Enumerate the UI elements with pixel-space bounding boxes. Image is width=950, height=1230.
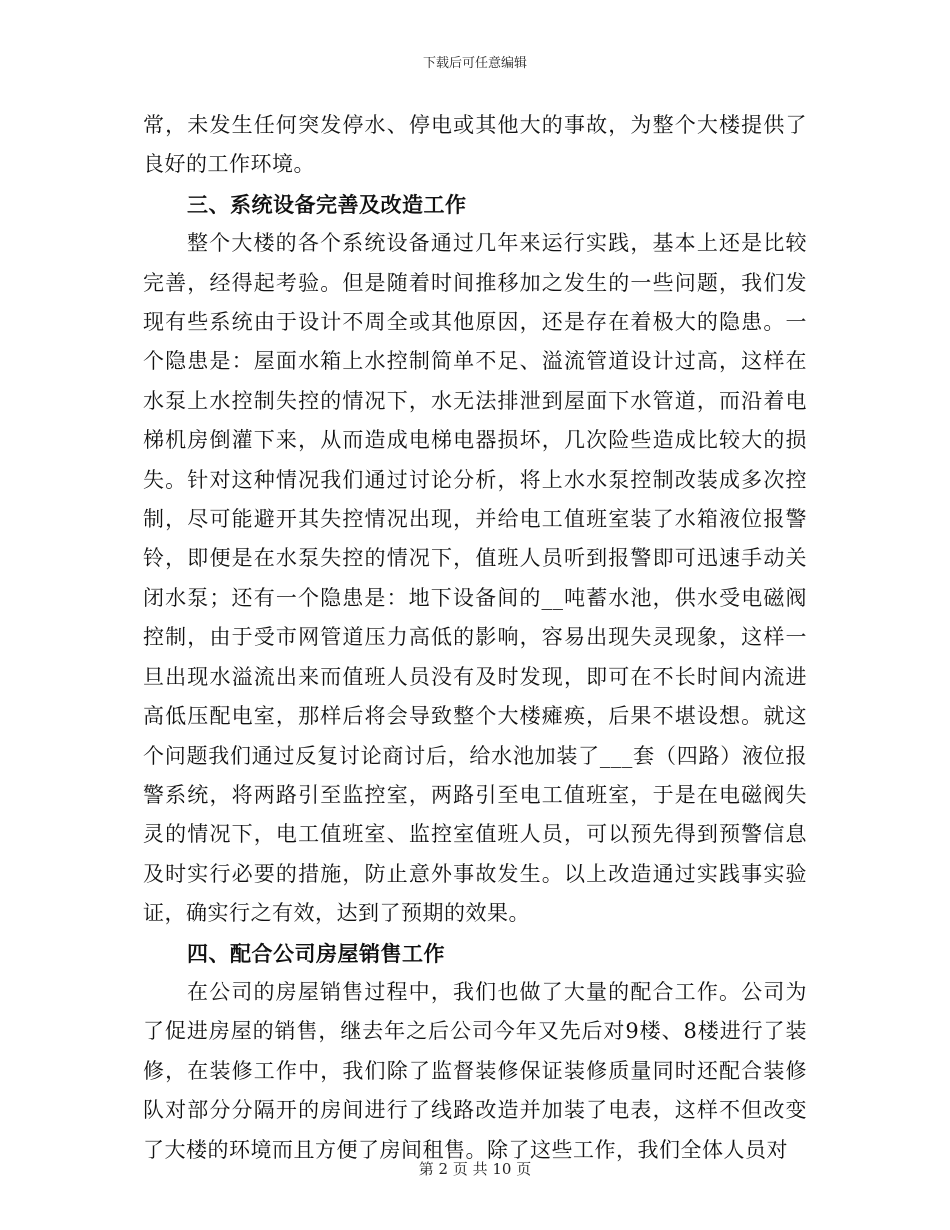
- section-heading-4: 四、配合公司房屋销售工作: [187, 940, 445, 966]
- paragraph-system-upgrade: 整个大楼的各个系统设备通过几年来运行实践，基本上还是比较完善，经得起考验。但是随着时间推移加之发生的一些问题，我们发现有些系统由于设计不周全或其他原因，还是存在着极大的隐患。一个隐患是：屋面水箱上水控制简单不足、溢流管道设计过高，这样在水泵上水控制失控的情况下，水无法排泄到屋面下水管道，而沿着电梯机房倒灌下来，从而造成电梯电器损坏，几次险些造成比较大的损失。针对这种情况我们通过讨论分析，将上水水泵控制改装成多次控制，尽可能避开其失控情况出现，并给电工值班室装了水箱液位报警铃，即便是在水泵失控的情况下，值班人员听到报警即可迅速手动关闭水泵；还有一个隐患是：地下设备间的__吨蓄水池，供水受电磁阀控制，由于受市网管道压力高低的影响，容易出现失灵现象，这样一旦出现水溢流出来而值班人员没有及时发现，即可在不长时间内流进高低压配电室，那样后将会导致整个大楼瘫痪，后果不堪设想。就这个问题我们通过反复讨论商讨后，给水池加装了___套（四路）液位报警系统，将两路引至监控室，两路引至电工值班室，于是在电磁阀失灵的情况下，电工值班室、监控室值班人员，可以预先得到预警信息及时实行必要的措施，防止意外事故发生。以上改造通过实践事实验证，确实行之有效，达到了预期的效果。: [143, 231, 807, 926]
- paragraph-sales-support: 在公司的房屋销售过程中，我们也做了大量的配合工作。公司为了促进房屋的销售，继去年之后公司今年又先后对9楼、8楼进行了装修，在装修工作中，我们除了监督装修保证装修质量同时还配合装修队对部分分隔开的房间进行了线路改造并加装了电表，这样不但改变了大楼的环境而且方便了房间租售。除了这些工作，我们全体人员对: [143, 979, 807, 1162]
- paragraph-continued: 常，未发生任何突发停水、停电或其他大的事故，为整个大楼提供了良好的工作环境。: [143, 113, 807, 177]
- section-heading-3: 三、系统设备完善及改造工作: [187, 191, 467, 217]
- page-footer: 第 2 页 共 10 页: [418, 1160, 532, 1178]
- document-body: [143, 106, 807, 1170]
- page-header: 下载后可任意编辑: [422, 56, 527, 71]
